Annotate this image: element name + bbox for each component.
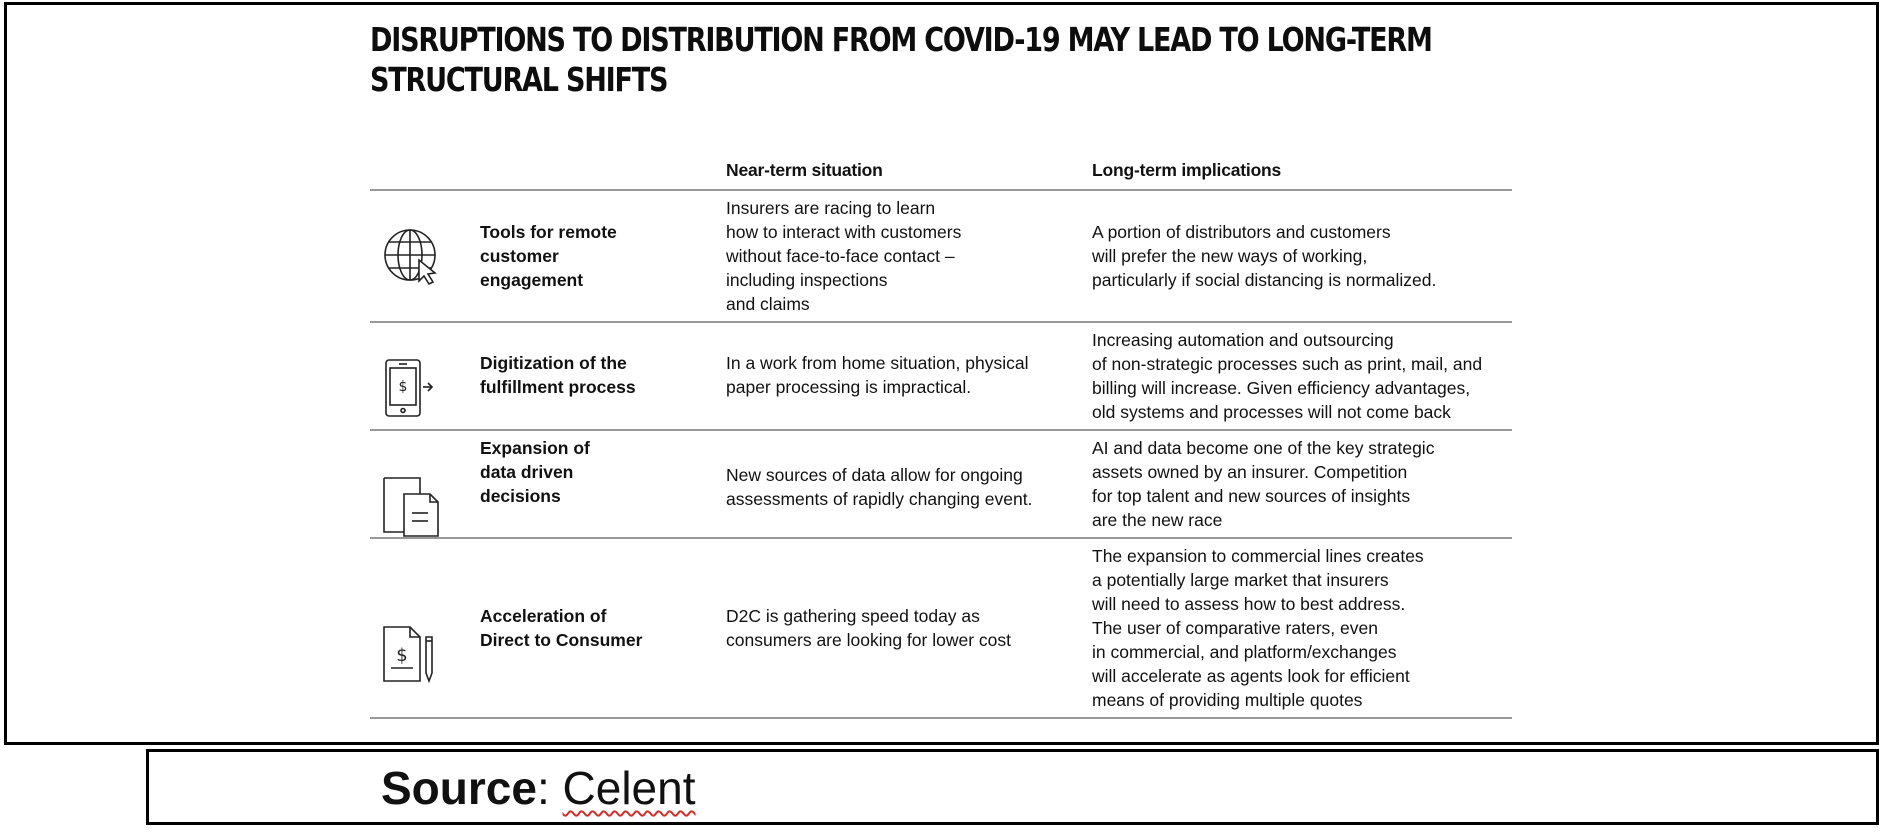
title-line-1: DISRUPTIONS TO DISTRIBUTION FROM COVID-19 MAY LEAD TO LONG-TERM <box>370 20 1432 59</box>
source-label: Source <box>381 762 537 814</box>
globe-cursor-icon <box>382 226 442 286</box>
source-separator: : <box>536 762 563 814</box>
documents-icon <box>382 476 444 538</box>
column-header-near-term: Near-term situation <box>726 160 883 180</box>
near-term-text: New sources of data allow for ongoing assessments of rapidly changing event. <box>726 465 1033 509</box>
row-label: Expansion of data driven decisions <box>480 438 590 506</box>
row-label: Digitization of the fulfillment process <box>480 353 636 397</box>
long-term-text: Increasing automation and outsourcing of non-strategic processes such as print, mail, and billing will increase. Given efficiency advantages, old systems and processes will not come back <box>1092 330 1483 422</box>
near-term-text: Insurers are racing to learn how to interact with customers without face-to-face contact – including inspections and claims <box>726 198 962 314</box>
long-term-text: AI and data become one of the key strategic assets owned by an insurer. Competition for top talent and new sources of insights are the new race <box>1092 438 1435 530</box>
table-row <box>370 323 1512 430</box>
table-row <box>370 539 1512 718</box>
near-term-text: In a work from home situation, physical paper processing is impractical. <box>726 353 1029 397</box>
long-term-text: The expansion to commercial lines creates a potentially large market that insurers will need to assess how to best address. The user of comparative raters, even in commercial, and platform/exchanges will accelerate as agents look for efficient means of providing multiple quotes <box>1092 546 1424 710</box>
svg-text:$: $ <box>398 379 408 395</box>
title-line-2: STRUCTURAL SHIFTS <box>370 60 668 99</box>
mobile-payment-icon <box>382 359 442 419</box>
page-title <box>370 20 1432 100</box>
near-term-text: D2C is gathering speed today as consumers are looking for lower cost <box>726 606 1011 650</box>
long-term-text: A portion of distributors and customers will prefer the new ways of working, particularly if social distancing is normalized. <box>1092 222 1437 290</box>
table-bottom-divider <box>370 717 1512 719</box>
row-label: Acceleration of Direct to Consumer <box>480 606 643 650</box>
source-caption-box <box>146 749 1879 825</box>
column-header-long-term: Long-term implications <box>1092 160 1282 180</box>
table-row <box>370 431 1512 538</box>
invoice-pencil-icon <box>382 625 444 685</box>
table-row <box>370 191 1512 322</box>
svg-text:$: $ <box>396 645 408 666</box>
source-value[interactable]: Celent <box>562 762 696 814</box>
source-caption <box>381 760 695 816</box>
row-label: Tools for remote customer engagement <box>480 222 617 290</box>
